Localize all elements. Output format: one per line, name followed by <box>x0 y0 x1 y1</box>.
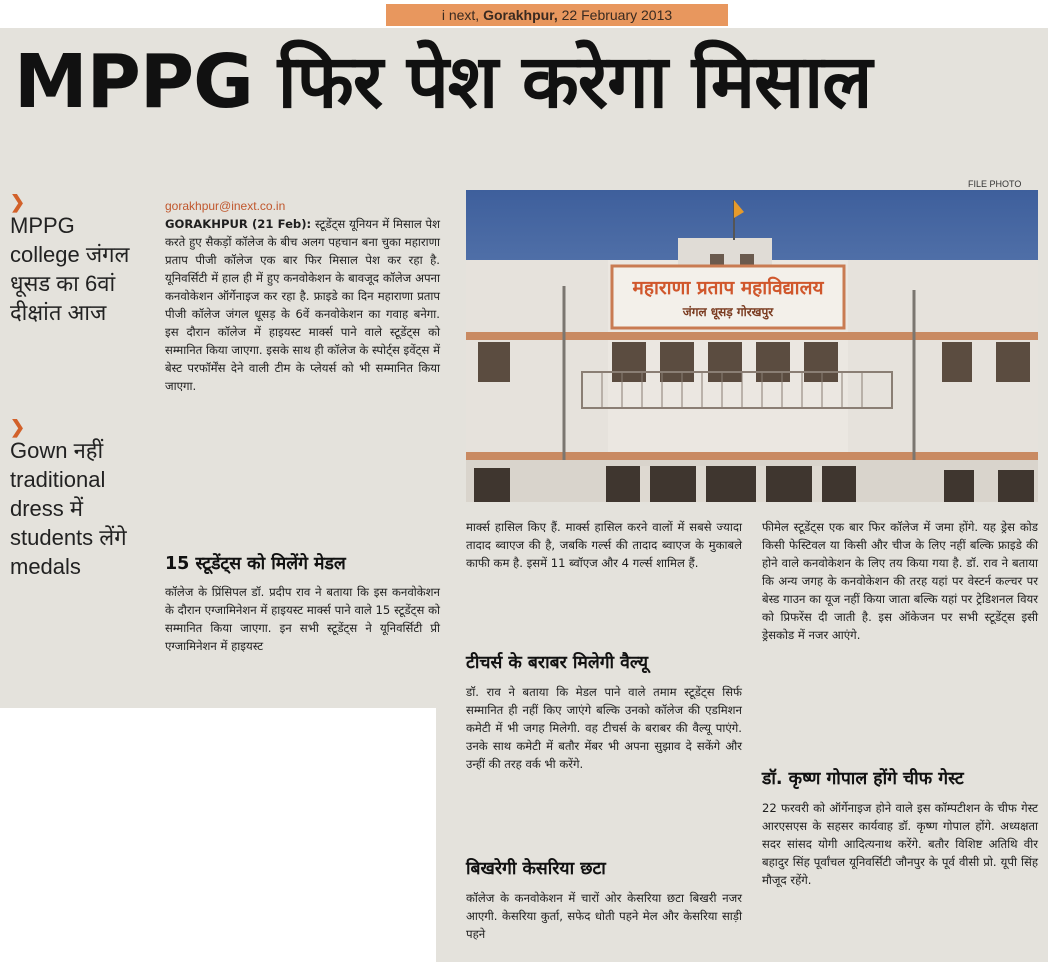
email: gorakhpur@inext.co.in <box>165 199 286 213</box>
col3-body1: फीमेल स्टूडेंट्स एक बार फिर कॉलेज में जमा होंगे. यह ड्रेस कोड किसी फेस्टिवल या किसी और चीज के लिए नहीं बल्कि फ्राइडे की होने वाले कनवोकेशन के लिए तय किया गया है. डॉ. राव ने बताया कि अन्य जगह के कनवोकेशन की तरह यहां पर वेस्टर्न कल्चर पर बेस्ड गाउन का यूज नहीं किया जाता बल्कि यहां पर ट्रेडिशनल वियर को प्रिफरेंस दी जाती है. इस ऑकेजन पर सभी स्टूडेंट्स इसी ड्रेसकोड में नजर आएंगे. <box>762 520 1038 642</box>
column-2-bottom <box>466 889 742 943</box>
sidebar-item-2 <box>10 418 150 581</box>
column-2-top <box>466 518 742 572</box>
sign-line-1: महाराणा प्रताप महाविद्यालय <box>632 277 824 299</box>
dateline <box>386 4 728 26</box>
col2-body1: मार्क्स हासिल किए हैं. मार्क्स हासिल करने वालों में सबसे ज्यादा तादाद ब्वाएज की है, जबकि गर्ल्स की तादाद ब्वाएज के मुकाबले काफी कम है. इसमें 11 ब्वॉएज और 4 गर्ल्स शामिल हैं. <box>466 520 742 570</box>
dateline-publication: i next, <box>441 7 480 23</box>
chevron-right-icon: ❯ <box>10 417 26 437</box>
sign-line-2: जंगल धूसड़ गोरखपुर <box>682 305 774 319</box>
col2-body3: कॉलेज के कनवोकेशन में चारों ओर केसरिया छटा बिखरी नजर आएगी. केसरिया कुर्ता, सफेद धोती पहने मेल और केसरिया साड़ी पहने <box>466 891 742 941</box>
subhead-medals: 15 स्टूडेंट्स को मिलेंगे मेडल <box>165 554 346 574</box>
column-1-body <box>165 583 440 655</box>
chevron-right-icon: ❯ <box>10 192 26 212</box>
photo-credit: FILE PHOTO <box>968 179 1022 189</box>
column-1-intro <box>165 215 440 395</box>
col2-body2: डॉ. राव ने बताया कि मेडल पाने वाले तमाम स्टूडेंट्स सिर्फ सम्मानित ही नहीं किए जाएंगे बल्कि उनको कॉलेज की एडमिशन कमेटी में भी जगह मिलेगी. वह टीचर्स के बराबर की वैल्यू पाएंगे. उनके साथ कमेटी में बतौर मेंबर भी अपना सुझाव दे सकेंगे और उन्हीं की तरह वर्क भी करेंगे. <box>466 685 742 771</box>
sidebar-text-1: MPPG college जंगल धूसड का 6वां दीक्षांत आज <box>10 213 130 325</box>
col1-body-text: कॉलेज के प्रिंसिपल डॉ. प्रदीप राव ने बताया कि इस कनवोकेशन के दौरान एग्जामिनेशन में हाइयस्ट मार्क्स पाने वाले 15 स्टूडेंट्स को सम्मानित किया जाएगा. इन सभी स्टूडेंट्स ने यूनिवर्सिटी प्री एग्जामिनेशन में हाइयस्ट <box>165 585 440 653</box>
sidebar-item-1 <box>10 193 150 327</box>
subhead-chief-guest: डॉ. कृष्ण गोपाल होंगे चीफ गेस्ट <box>762 769 964 789</box>
headline: MPPG फिर पेश करेगा मिसाल <box>14 39 872 125</box>
subhead-teachers: टीचर्स के बराबर मिलेगी वैल्यू <box>466 653 649 673</box>
dateline-city: Gorakhpur, <box>483 7 558 23</box>
college-photo <box>466 190 1038 502</box>
dateline-date: 22 February 2013 <box>561 7 673 23</box>
dateline-lead: GORAKHPUR (21 Feb): <box>165 217 312 231</box>
column-3-bottom <box>762 799 1038 889</box>
college-building-image <box>466 190 1038 502</box>
column-2-mid <box>466 683 742 773</box>
sidebar-text-2: Gown नहीं traditional dress में students लेंगे medals <box>10 438 127 579</box>
col3-body2: 22 फरवरी को ऑर्गेनाइज होने वाले इस कॉम्पटीशन के चीफ गेस्ट आरएसएस के सहसर कार्यवाह डॉ. कृष्ण गोपाल होंगे. अध्यक्षता सदर सांसद योगी आदित्यनाथ करेंगे. बतौर विशिष्ट अतिथि वीर बहादुर सिंह पूर्वांचल यूनिवर्सिटी जौनपुर के पूर्व वीसी प्रो. यूपी सिंह मौजूद रहेंगे. <box>762 801 1038 887</box>
column-3-top <box>762 518 1038 644</box>
subhead-saffron: बिखरेगी केसरिया छटा <box>466 859 606 879</box>
intro-text: स्टूडेंट्स यूनियन में मिसाल पेश करते हुए सैकड़ों कॉलेज के बीच अलग पहचान बना चुका महाराणा प्रताप पीजी कॉलेज एक बार फिर मिसाल पेश कर रहा है. यूनिवर्सिटी में हाल ही में हुए कनवोकेशन के बावजूद कॉलेज अपना कनवोकेशन ऑर्गेनाइज कर रहा है. फ्राइडे का दिन महाराणा प्रताप पीजी कॉलेज जंगल धूसड़ के 6वें कनवोकेशन का गवाह बनेगा. इस दौरान कॉलेज में हाइयस्ट मार्क्स पाने वाले स्टूडेंट्स को सम्मानित किया जाएगा. इसके साथ ही कॉलेज के स्पोर्ट्स इवेंट्स में बेस्ट परफॉर्मेंस देने वाली टीम के प्लेयर्स को भी सम्मानित किया जाएगा. <box>165 217 441 393</box>
